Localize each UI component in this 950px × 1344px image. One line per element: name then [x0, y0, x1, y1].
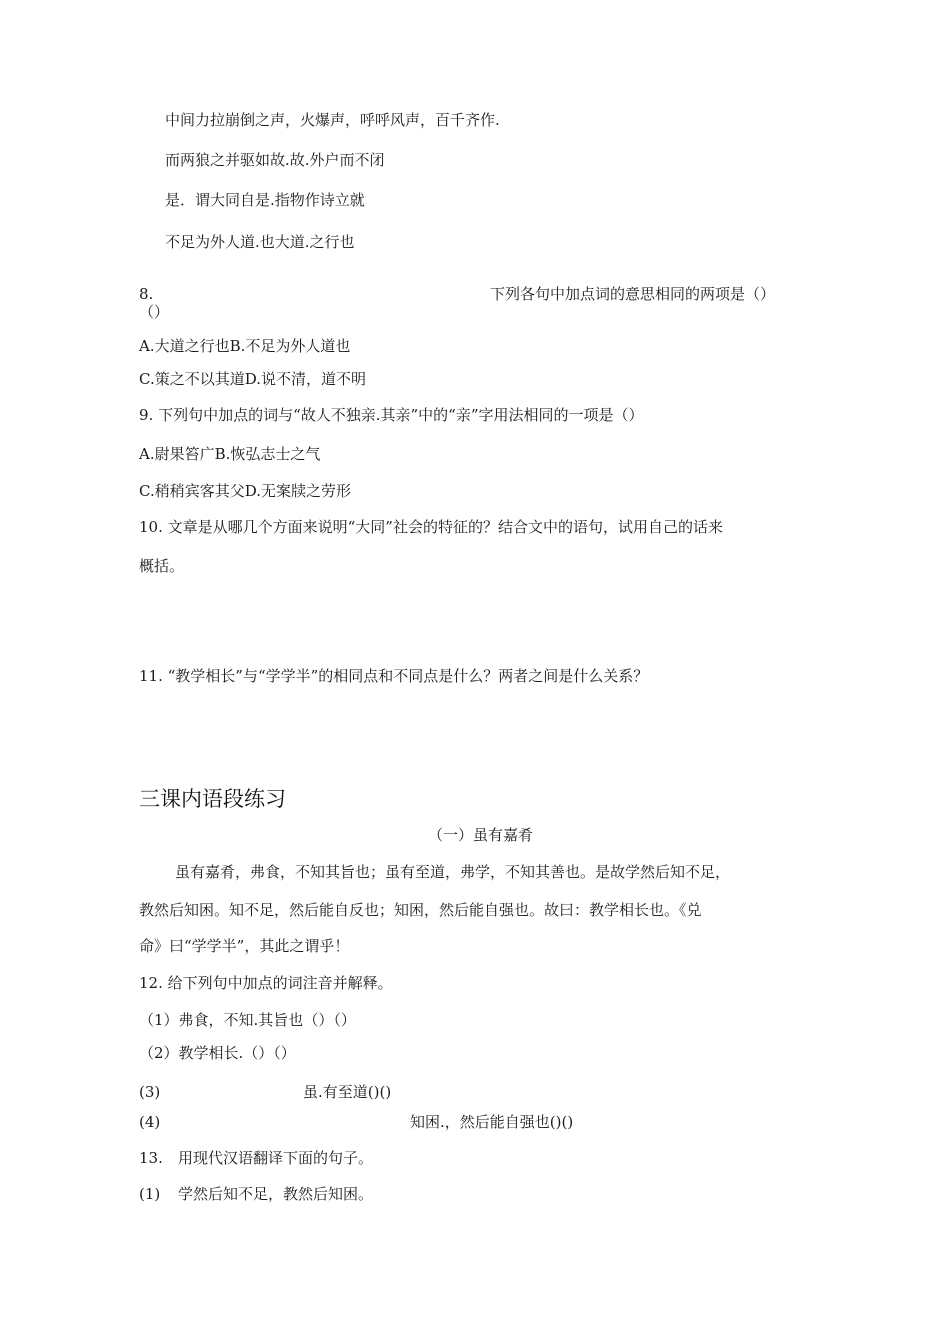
- section-subtitle: （一）虽有嘉肴: [428, 826, 534, 844]
- passage-line-3: 命》曰“学学半”，其此之谓乎！: [139, 937, 350, 955]
- q9-option-cd: C.稍稍宾客其父D.无案牍之劳形: [139, 482, 351, 500]
- q13-item-1-number: (1): [139, 1185, 161, 1203]
- q12-item-4-number: (4): [139, 1113, 161, 1131]
- q11-text: 11. “教学相长”与“学学半”的相同点和不同点是什么？两者之间是什么关系？: [139, 667, 649, 685]
- q8-number: 8.: [139, 285, 154, 303]
- q9-text: 9. 下列句中加点的词与“故人不独亲.其亲”中的“亲”字用法相同的一项是（）: [139, 406, 644, 424]
- q10-line-2: 概括。: [139, 557, 185, 575]
- q12-item-4-text: 知困.，然后能自强也()(): [410, 1113, 574, 1131]
- q12-item-3-number: (3): [139, 1083, 161, 1101]
- q8-option-ab: A.大道之行也B.不足为外人道也: [139, 337, 351, 355]
- section-heading: 三课内语段练习: [139, 787, 286, 811]
- intro-line-1: 中间力拉崩倒之声，火爆声，呼呼风声，百千齐作.: [165, 111, 500, 129]
- q13-number: 13.: [139, 1149, 163, 1167]
- q8-text: 下列各句中加点词的意思相同的两项是（）: [490, 285, 776, 303]
- q9-option-ab: A.尉果笞广B.恢弘志士之气: [139, 445, 321, 463]
- q10-line-1: 10. 文章是从哪几个方面来说明“大同”社会的特征的？结合文中的语句，试用自己的话来: [139, 518, 723, 536]
- intro-line-2: 而两狼之并驱如故.故.外户而不闭: [165, 151, 385, 169]
- intro-line-3: 是．谓大同自是.指物作诗立就: [165, 191, 365, 209]
- q13-text: 用现代汉语翻译下面的句子。: [178, 1149, 374, 1167]
- q12-item-3-text: 虽.有至道()(): [303, 1083, 392, 1101]
- intro-line-4: 不足为外人道.也大道.之行也: [165, 233, 355, 251]
- q12-item-2: （2）教学相长.（）（）: [139, 1044, 296, 1062]
- passage-line-1: 虽有嘉肴，弗食，不知其旨也；虽有至道，弗学，不知其善也。是故学然后知不足，: [175, 863, 731, 881]
- q13-item-1-text: 学然后知不足，教然后知困。: [178, 1185, 374, 1203]
- passage-line-2: 教然后知困。知不足，然后能自反也；知困，然后能自强也。故曰：教学相长也。《兑: [139, 901, 702, 919]
- q12-item-1: （1）弗食，不知.其旨也（）（）: [139, 1011, 356, 1029]
- q8-cont: （）: [139, 303, 170, 321]
- q8-option-cd: C.策之不以其道D.说不清，道不明: [139, 370, 366, 388]
- q12-text: 12. 给下列句中加点的词注音并解释。: [139, 974, 393, 992]
